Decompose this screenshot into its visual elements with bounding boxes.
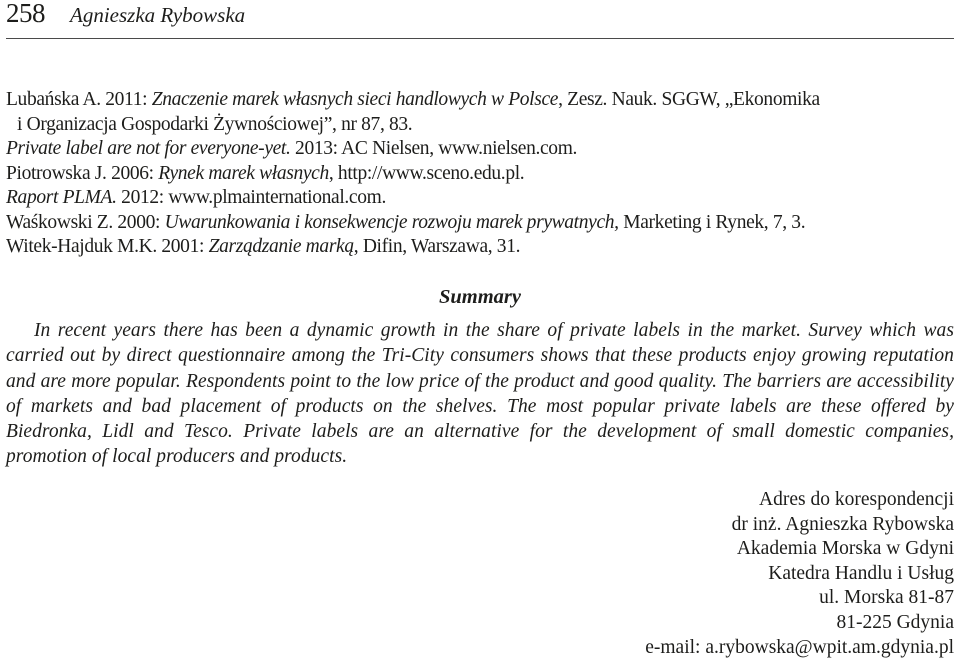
reference-source: , Zesz. Nauk. SGGW, „Ekonomika bbox=[558, 89, 820, 110]
reference-author-year: Piotrowska J. 2006: bbox=[6, 162, 159, 184]
reference-author-year: Witek-Hajduk M.K. 2001: bbox=[6, 236, 209, 257]
address-email: e-mail: a.rybowska@wpit.am.gdynia.pl bbox=[645, 636, 954, 658]
reference-author-year: Lubańska A. 2011: bbox=[6, 89, 152, 110]
running-head-author: Agnieszka Rybowska bbox=[70, 3, 246, 27]
reference-source: 2012: www.plmainternational.com. bbox=[116, 187, 386, 208]
address-city: 81-225 Gdynia bbox=[836, 611, 954, 633]
reference-title: Zarządzanie marką bbox=[208, 236, 354, 257]
reference-entry-plma bbox=[6, 186, 958, 211]
address-department: Katedra Handlu i Usług bbox=[768, 562, 954, 584]
reference-author-year: Waśkowski Z. 2000: bbox=[6, 211, 165, 233]
reference-source: , http://www.sceno.edu.pl. bbox=[328, 162, 525, 184]
reference-entry-witek-hajduk bbox=[6, 235, 958, 260]
reference-list bbox=[6, 88, 958, 260]
reference-entry-private-label bbox=[6, 137, 958, 162]
page-number: 258 bbox=[6, 0, 45, 28]
address-heading: Adres do korespondencji bbox=[759, 489, 954, 510]
reference-entry-waskowski bbox=[6, 211, 958, 236]
reference-source: Marketing i Rynek, 7, 3. bbox=[618, 211, 806, 233]
reference-title: Private label are not for everyone-yet. bbox=[6, 138, 291, 159]
reference-source: 2013: AC Nielsen, www.nielsen.com. bbox=[290, 138, 578, 159]
address-name: dr inż. Agnieszka Rybowska bbox=[731, 513, 954, 535]
reference-source: , Difin, Warszawa, 31. bbox=[353, 236, 521, 257]
summary-heading: Summary bbox=[438, 286, 522, 308]
summary-paragraph: In recent years there has been a dynamic growth in the share of private labels in the market. Survey which was carried out by direct questionnaire among the Tri-City consumers shows that these products enjoy growing reputation and are more popular. Respondents point to the low price of the product and good quality. The barriers are accessibility of markets and bad placement of products on the shelves. The most popular private labels are these offered by Biedronka, Lidl and Tesco. Private labels are an alternative for the development of small domestic companies, promotion of local producers and products. bbox=[6, 320, 954, 468]
address-street: ul. Morska 81-87 bbox=[819, 587, 954, 609]
reference-title: Znaczenie marek własnych sieci handlowych w Polsce bbox=[151, 89, 559, 110]
address-institution: Akademia Morska w Gdyni bbox=[736, 538, 954, 560]
reference-continuation: i Organizacja Gospodarki Żywnościowej”, nr 87, 83. bbox=[17, 113, 413, 135]
running-header bbox=[6, 0, 954, 39]
reference-entry-lubanska bbox=[6, 88, 958, 137]
correspondence-address bbox=[645, 488, 954, 660]
reference-entry-piotrowska bbox=[6, 162, 958, 187]
reference-title: Raport PLMA. bbox=[6, 187, 117, 208]
reference-title: Uwarunkowania i konsekwencje rozwoju marek prywatnych, bbox=[164, 211, 619, 233]
reference-title: Rynek marek własnych bbox=[158, 162, 329, 184]
